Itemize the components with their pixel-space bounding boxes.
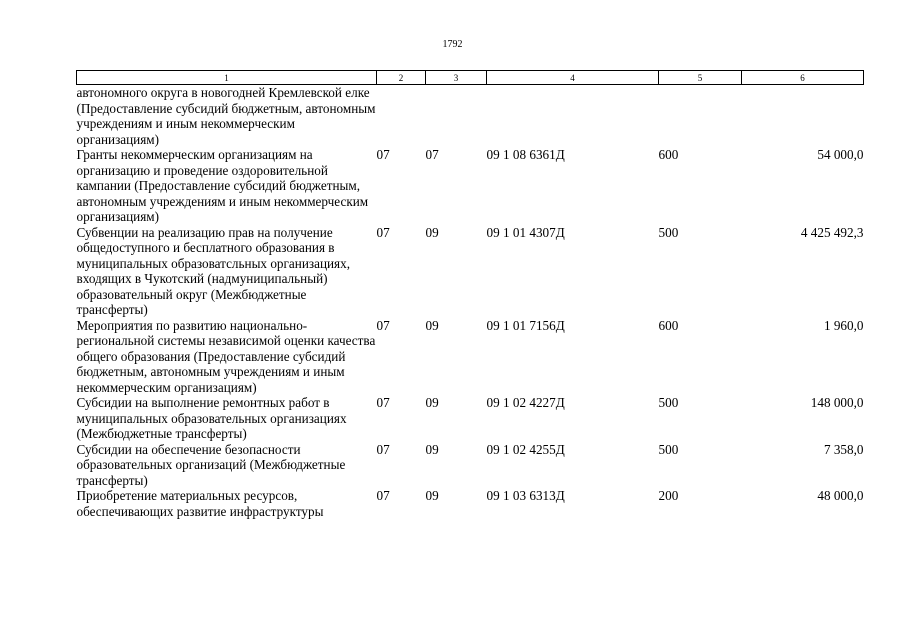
row-target: 09 1 01 4307Д	[486, 224, 565, 240]
row-section: 07	[376, 441, 390, 457]
row-subsection: 09	[425, 488, 439, 503]
row-expense-type: 600	[658, 317, 679, 333]
table-row	[77, 318, 864, 396]
row-name: Приобретение материальных ресурсов, обеспечивающих развитие инфраструктуры	[76, 488, 324, 519]
page-number: 1792	[442, 39, 463, 50]
budget-table	[76, 70, 864, 519]
table-row	[77, 488, 864, 519]
row-section	[377, 85, 426, 148]
table-row	[77, 85, 864, 148]
row-subsection: 09	[425, 441, 439, 457]
row-subsection: 07	[425, 147, 439, 162]
row-name: Субсидии на выполнение ремонтных работ в муниципальных образовательных организациях (Межбюджетные трансферты)	[76, 395, 347, 441]
row-subsection	[426, 85, 487, 148]
column-header-sum: 6	[742, 71, 864, 85]
row-section: 07	[376, 147, 390, 162]
table-row	[77, 395, 864, 442]
row-expense-type: 200	[658, 488, 679, 503]
table-row	[77, 442, 864, 489]
row-name: Мероприятия по развитию национально-региональной системы независимой оценки качества общего образования (Предоставление субсидий бюджетным, автономным учреждениям и иным некоммерческим организациям)	[76, 317, 376, 395]
table-row	[77, 147, 864, 225]
column-header-expense-type: 5	[659, 71, 742, 85]
row-sum: 148 000,0	[810, 395, 864, 410]
row-section: 07	[376, 488, 390, 503]
row-target: 09 1 08 6361Д	[486, 147, 565, 162]
row-name: автономного округа в новогодней Кремлевской елке (Предоставление субсидий бюджетным, автономным учреждениям и иным некоммерческим организациям)	[76, 85, 376, 147]
row-name: Субвенции на реализацию прав на получение общедоступного и бесплатного образования в муниципальных образоватсльных организациях, входящих в Чукотский (надмуниципальный) образовательный округ (Межбюджетные трансферты)	[76, 224, 351, 317]
column-header-name: 1	[77, 71, 377, 85]
column-header-target: 4	[487, 71, 659, 85]
row-section: 07	[376, 317, 390, 333]
row-target: 09 1 01 7156Д	[486, 317, 565, 333]
row-target: 09 1 03 6313Д	[486, 488, 565, 503]
row-sum: 7 358,0	[823, 441, 864, 457]
row-expense-type	[659, 85, 742, 148]
row-expense-type: 600	[658, 147, 679, 162]
row-target	[487, 85, 659, 148]
row-expense-type: 500	[658, 224, 679, 240]
column-header-section: 2	[377, 71, 426, 85]
column-header-subsection: 3	[426, 71, 487, 85]
row-sum: 4 425 492,3	[800, 224, 864, 240]
row-section: 07	[376, 395, 390, 410]
row-expense-type: 500	[658, 441, 679, 457]
row-sum: 54 000,0	[817, 147, 864, 162]
row-subsection: 09	[425, 395, 439, 410]
row-subsection: 09	[425, 224, 439, 240]
row-expense-type: 500	[658, 395, 679, 410]
row-target: 09 1 02 4255Д	[486, 441, 565, 457]
row-target: 09 1 02 4227Д	[486, 395, 565, 410]
table-header-row	[77, 71, 864, 85]
row-sum: 48 000,0	[817, 488, 864, 503]
row-section: 07	[376, 224, 390, 240]
row-name: Гранты некоммерческим организациям на организацию и проведение оздоровительной кампании (Предоставление субсидий бюджетным, автономным учреждениям и иным некоммерческим организациям)	[76, 147, 369, 224]
row-sum: 1 960,0	[823, 317, 864, 333]
row-name: Субсидии на обеспечение безопасности образовательных организаций (Межбюджетные трансферты)	[76, 441, 346, 488]
table-row	[77, 225, 864, 318]
row-subsection: 09	[425, 317, 439, 333]
row-sum	[742, 85, 864, 148]
